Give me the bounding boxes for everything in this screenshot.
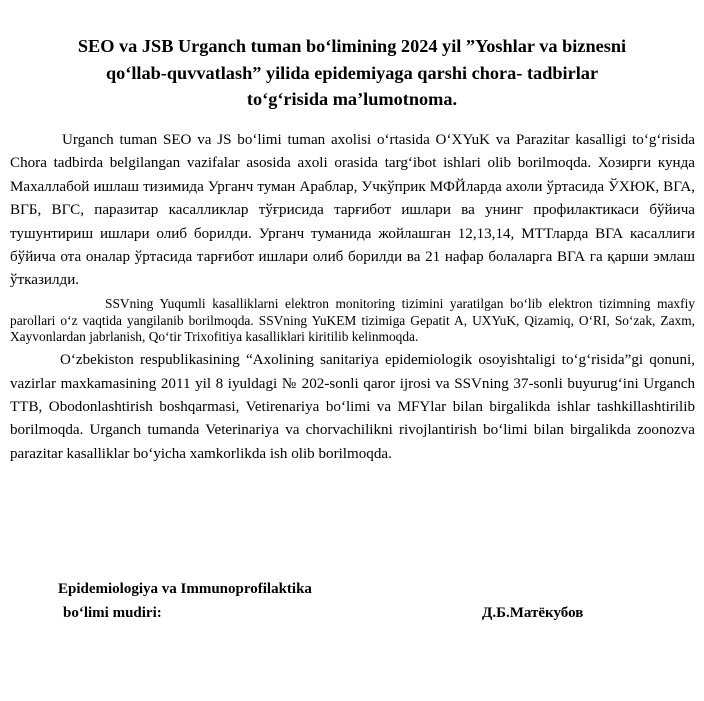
- paragraph-3: O‘zbekiston respublikasining “Axolining sanitariya epidemiologik osoyishtaligi to‘g‘risida”gi qonuni, vazirlar maxkamasining 2011 yil 8 iyuldagi № 202-sonli qaror ijrosi va SSVning 37-sonli buyurug‘ini Urganch TTB, Obodonlashtirish boshqarmasi, Vetirenariya bo‘limi va MFYlar bilan birgalikda ishlar tashkillashtirilib borilmoqda. Urganch tumanda Veterinariya va chorvachilikni rivojlantirish bo‘limi bilan birgalikda zoonozva parazitar kasalliklar bo‘yicha xamkorlikda ish olib borilmoqda.: [10, 352, 695, 462]
- signature-name: Д.Б.Матёкубов: [482, 605, 584, 621]
- title-line-3: to‘g‘risida ma’lumotnoma.: [246, 89, 458, 109]
- document-title: [18, 33, 686, 113]
- title-line-2: qo‘llab-quvvatlash” yilida epidemiyaga qarshi chora- tadbirlar: [105, 62, 599, 83]
- signature-role: bo‘limi mudiri:: [63, 605, 162, 621]
- paragraph-2: SSVning Yuqumli kasalliklarni elektron monitoring tizimini yaratilgan bo‘lib elektron tizimning maxfiy parollari o‘z vaqtida yangilanib borilmoqda. SSVning YuKEM tizimiga Gepatit A, UXYuK, Qizamiq, O‘RI, So‘zak, Zaxm, Xayvonlardan jabrlanish, Qo‘tir Trixofitiya kasalliklari kiritilib kelinmoqda.: [10, 295, 695, 345]
- paragraph-1: Urganch tuman SEO va JS bo‘limi tuman axolisi o‘rtasida O‘XYuK va Parazitar kasalligi to‘g‘risida Chora tadbirda belgilangan vazifalar asosida axoli orasida targ‘ibot ishlari olib borilmoqda. Хозирги кунда Махаллабой ишлаш тизимида Урганч туман Араблар, Учкўприк МФЙларда ахоли ўртасида ЎХЮК, ВГА, ВГБ, ВГС, паразитар касалликлар тўғрисида тарғибот ишлари ва унинг профилактикаси бўйича тушунтириш ишлари олиб борилди. Урганч туманида жойлашган 12,13,14, МТТларда ВГА касаллиги бўйича ота оналар ўртасида тарғибот ишлари олиб борилди ва 21 нафар болаларга ВГА га қарши эмлаш ўтказилди.: [10, 132, 695, 289]
- signature-department: Epidemiologiya va Immunoprofilaktika: [58, 581, 312, 597]
- document-body: [10, 129, 695, 466]
- title-line-1: SEO va JSB Urganch tuman bo‘limining 2024 yil ”Yoshlar va biznesni: [77, 36, 627, 56]
